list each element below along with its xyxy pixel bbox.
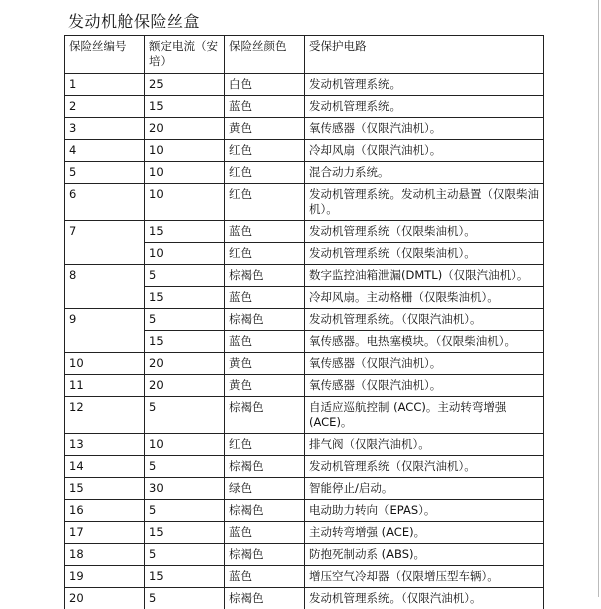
- fuse-color-cell: 蓝色: [225, 287, 305, 309]
- rated-current-cell: 5: [145, 397, 225, 434]
- fuse-color-cell: 蓝色: [225, 522, 305, 544]
- table-row: [65, 588, 544, 609]
- rated-current-cell: 10: [145, 243, 225, 265]
- table-row: [65, 397, 544, 434]
- table-row: [65, 309, 544, 331]
- table-row: [65, 74, 544, 96]
- rated-current-cell: 20: [145, 118, 225, 140]
- rated-current-cell: 10: [145, 184, 225, 221]
- fuse-color-cell: 白色: [225, 74, 305, 96]
- page-title: 发动机舱保险丝盒: [68, 9, 200, 32]
- fuse-color-cell: 棕褐色: [225, 265, 305, 287]
- protected-circuit-cell: 发动机管理系统（仅限汽油机）。: [305, 456, 544, 478]
- fuse-number-cell: 2: [65, 96, 145, 118]
- protected-circuit-cell: 主动转弯增强 (ACE)。: [305, 522, 544, 544]
- rated-current-cell: 15: [145, 221, 225, 243]
- table-header-row: [65, 36, 544, 74]
- fuse-color-cell: 红色: [225, 162, 305, 184]
- fuse-color-cell: 红色: [225, 434, 305, 456]
- fuse-color-cell: 棕褐色: [225, 544, 305, 566]
- rated-current-cell: 15: [145, 287, 225, 309]
- fuse-number-cell: 12: [65, 397, 145, 434]
- fuse-color-cell: 黄色: [225, 118, 305, 140]
- header-rated-current: 额定电流（安培）: [145, 36, 225, 74]
- fuse-number-cell: 8: [65, 265, 145, 287]
- table-row: [65, 265, 544, 287]
- protected-circuit-cell: 氧传感器（仅限汽油机）。: [305, 353, 544, 375]
- rated-current-cell: 10: [145, 434, 225, 456]
- rated-current-cell: 5: [145, 544, 225, 566]
- rated-current-cell: 5: [145, 456, 225, 478]
- protected-circuit-cell: 排气阀（仅限汽油机）。: [305, 434, 544, 456]
- protected-circuit-cell: 自适应巡航控制 (ACC)。主动转弯增强 (ACE)。: [305, 397, 544, 434]
- rated-current-cell: 30: [145, 478, 225, 500]
- fuse-number-cell: 4: [65, 140, 145, 162]
- protected-circuit-cell: 冷却风扇（仅限汽油机）。: [305, 140, 544, 162]
- protected-circuit-cell: 氧传感器（仅限汽油机）。: [305, 118, 544, 140]
- table-row: [65, 478, 544, 500]
- fuse-number-cell: 11: [65, 375, 145, 397]
- protected-circuit-cell: 增压空气冷却器（仅限增压型车辆）。: [305, 566, 544, 588]
- fuse-color-cell: 蓝色: [225, 566, 305, 588]
- rated-current-cell: 10: [145, 162, 225, 184]
- fuse-number-cell: 17: [65, 522, 145, 544]
- table-row: [65, 566, 544, 588]
- protected-circuit-cell: 发动机管理系统。: [305, 74, 544, 96]
- fuse-color-cell: 红色: [225, 243, 305, 265]
- fuse-number-cell: 9: [65, 309, 145, 331]
- table-row: [65, 162, 544, 184]
- table-row: [65, 118, 544, 140]
- header-fuse-no: 保险丝编号: [65, 36, 145, 74]
- fuse-number-cell: [65, 331, 145, 353]
- protected-circuit-cell: 防抱死制动系 (ABS)。: [305, 544, 544, 566]
- header-protected-circuit: 受保护电路: [305, 36, 544, 74]
- fuse-table: [64, 35, 544, 609]
- fuse-number-cell: 20: [65, 588, 145, 609]
- rated-current-cell: 10: [145, 140, 225, 162]
- fuse-color-cell: 蓝色: [225, 221, 305, 243]
- protected-circuit-cell: 发动机管理系统（仅限柴油机）。: [305, 243, 544, 265]
- fuse-color-cell: 蓝色: [225, 96, 305, 118]
- rated-current-cell: 5: [145, 309, 225, 331]
- rated-current-cell: 25: [145, 74, 225, 96]
- fuse-color-cell: 棕褐色: [225, 500, 305, 522]
- fuse-color-cell: 黄色: [225, 375, 305, 397]
- fuse-number-cell: 13: [65, 434, 145, 456]
- protected-circuit-cell: 混合动力系统。: [305, 162, 544, 184]
- protected-circuit-cell: 发动机管理系统（仅限柴油机）。: [305, 221, 544, 243]
- protected-circuit-cell: 电动助力转向（EPAS）。: [305, 500, 544, 522]
- fuse-number-cell: 14: [65, 456, 145, 478]
- table-row: [65, 96, 544, 118]
- table-row: [65, 434, 544, 456]
- table-row: [65, 221, 544, 243]
- protected-circuit-cell: 发动机管理系统。: [305, 96, 544, 118]
- protected-circuit-cell: 冷却风扇。主动格栅（仅限柴油机）。: [305, 287, 544, 309]
- fuse-number-cell: 7: [65, 221, 145, 243]
- fuse-number-cell: 16: [65, 500, 145, 522]
- protected-circuit-cell: 氧传感器（仅限汽油机）。: [305, 375, 544, 397]
- table-row: [65, 522, 544, 544]
- fuse-color-cell: 蓝色: [225, 331, 305, 353]
- table-row: [65, 184, 544, 221]
- rated-current-cell: 20: [145, 375, 225, 397]
- protected-circuit-cell: 发动机管理系统。发动机主动悬置（仅限柴油机）。: [305, 184, 544, 221]
- fuse-color-cell: 红色: [225, 184, 305, 221]
- fuse-number-cell: 19: [65, 566, 145, 588]
- fuse-color-cell: 绿色: [225, 478, 305, 500]
- fuse-number-cell: 15: [65, 478, 145, 500]
- rated-current-cell: 20: [145, 353, 225, 375]
- fuse-number-cell: [65, 287, 145, 309]
- protected-circuit-cell: 氧传感器。电热塞模块。（仅限柴油机）。: [305, 331, 544, 353]
- table-row: [65, 375, 544, 397]
- rated-current-cell: 15: [145, 566, 225, 588]
- fuse-number-cell: 3: [65, 118, 145, 140]
- fuse-color-cell: 棕褐色: [225, 456, 305, 478]
- rated-current-cell: 5: [145, 588, 225, 609]
- fuse-color-cell: 黄色: [225, 353, 305, 375]
- rated-current-cell: 15: [145, 96, 225, 118]
- fuse-number-cell: 5: [65, 162, 145, 184]
- protected-circuit-cell: 智能停止/启动。: [305, 478, 544, 500]
- fuse-color-cell: 红色: [225, 140, 305, 162]
- fuse-color-cell: 棕褐色: [225, 397, 305, 434]
- table-row: [65, 287, 544, 309]
- page-edge-divider: [598, 0, 599, 597]
- fuse-color-cell: 棕褐色: [225, 588, 305, 609]
- table-row: [65, 500, 544, 522]
- fuse-number-cell: 18: [65, 544, 145, 566]
- rated-current-cell: 5: [145, 265, 225, 287]
- table-row: [65, 243, 544, 265]
- fuse-color-cell: 棕褐色: [225, 309, 305, 331]
- table-row: [65, 353, 544, 375]
- fuse-number-cell: 1: [65, 74, 145, 96]
- fuse-number-cell: 6: [65, 184, 145, 221]
- protected-circuit-cell: 发动机管理系统。（仅限汽油机）。: [305, 588, 544, 609]
- rated-current-cell: 5: [145, 500, 225, 522]
- fuse-number-cell: [65, 243, 145, 265]
- rated-current-cell: 15: [145, 331, 225, 353]
- table-row: [65, 456, 544, 478]
- table-row: [65, 544, 544, 566]
- fuse-number-cell: 10: [65, 353, 145, 375]
- rated-current-cell: 15: [145, 522, 225, 544]
- protected-circuit-cell: 数字监控油箱泄漏(DMTL)（仅限汽油机）。: [305, 265, 544, 287]
- table-row: [65, 140, 544, 162]
- protected-circuit-cell: 发动机管理系统。（仅限汽油机）。: [305, 309, 544, 331]
- header-fuse-color: 保险丝颜色: [225, 36, 305, 74]
- table-row: [65, 331, 544, 353]
